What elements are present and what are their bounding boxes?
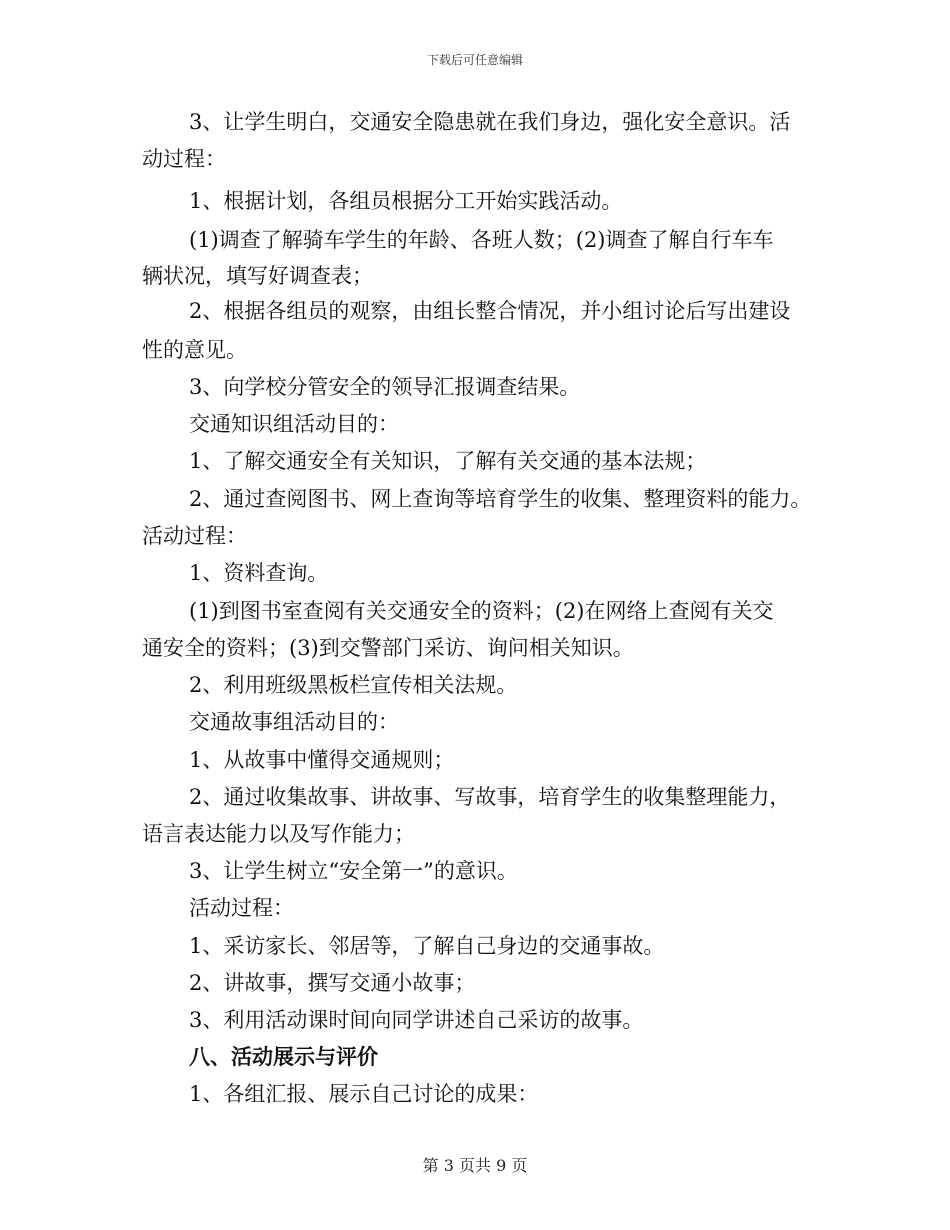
paragraph-line: 活动过程： [142, 524, 247, 548]
paragraph-line: 辆状况，填写好调查表； [142, 264, 373, 288]
paragraph-line: 2、讲故事，撰写交通小故事； [189, 971, 476, 995]
paragraph-line: 3、让学生树立“安全第一”的意识。 [189, 859, 518, 883]
paragraph-line: (1)到图书室查阅有关交通安全的资料；(2)在网络上查阅有关交 [189, 599, 774, 623]
paragraph-line: 2、利用班级黑板栏宣传相关法规。 [189, 673, 518, 697]
paragraph-line: 性的意见。 [142, 338, 247, 362]
paragraph-line: 1、根据计划，各组员根据分工开始实践活动。 [189, 189, 623, 213]
paragraph-line: 3、让学生明白，交通安全隐患就在我们身边，强化安全意识。活 [189, 110, 791, 134]
paragraph-line: 2、通过收集故事、讲故事、写故事，培育学生的收集整理能力， [189, 785, 791, 809]
paragraph-line: 1、从故事中懂得交通规则； [189, 748, 455, 772]
paragraph-line: 1、了解交通安全有关知识，了解有关交通的基本法规； [189, 449, 707, 473]
paragraph-line: 交通故事组活动目的： [189, 710, 399, 734]
paragraph-line: 语言表达能力以及写作能力； [142, 822, 415, 846]
paragraph-line: (1)调查了解骑车学生的年龄、各班人数；(2)调查了解自行车车 [189, 228, 774, 252]
page-footer: 第 3 页共 9 页 [422, 1156, 528, 1175]
paragraph-line: 通安全的资料；(3)到交警部门采访、询问相关知识。 [142, 636, 634, 660]
paragraph-line: 1、采访家长、邻居等，了解自己身边的交通事故。 [189, 934, 665, 958]
paragraph-line: 活动过程： [189, 896, 294, 920]
paragraph-line: 2、通过查阅图书、网上查询等培育学生的收集、整理资料的能力。 [189, 487, 812, 511]
paragraph-line: 1、资料查询。 [189, 561, 329, 585]
paragraph-line: 动过程： [142, 147, 226, 171]
paragraph-line: 2、根据各组员的观察，由组长整合情况，并小组讨论后写出建设 [189, 299, 791, 323]
paragraph-line: 交通知识组活动目的： [189, 412, 399, 436]
section-heading: 八、活动展示与评价 [189, 1044, 378, 1069]
paragraph-line: 1、各组汇报、展示自己讨论的成果： [189, 1082, 539, 1106]
paragraph-line: 3、向学校分管安全的领导汇报调查结果。 [189, 375, 581, 399]
page-header: 下载后可任意编辑 [426, 53, 523, 67]
paragraph-line: 3、利用活动课时间向同学讲述自己采访的故事。 [189, 1008, 644, 1032]
